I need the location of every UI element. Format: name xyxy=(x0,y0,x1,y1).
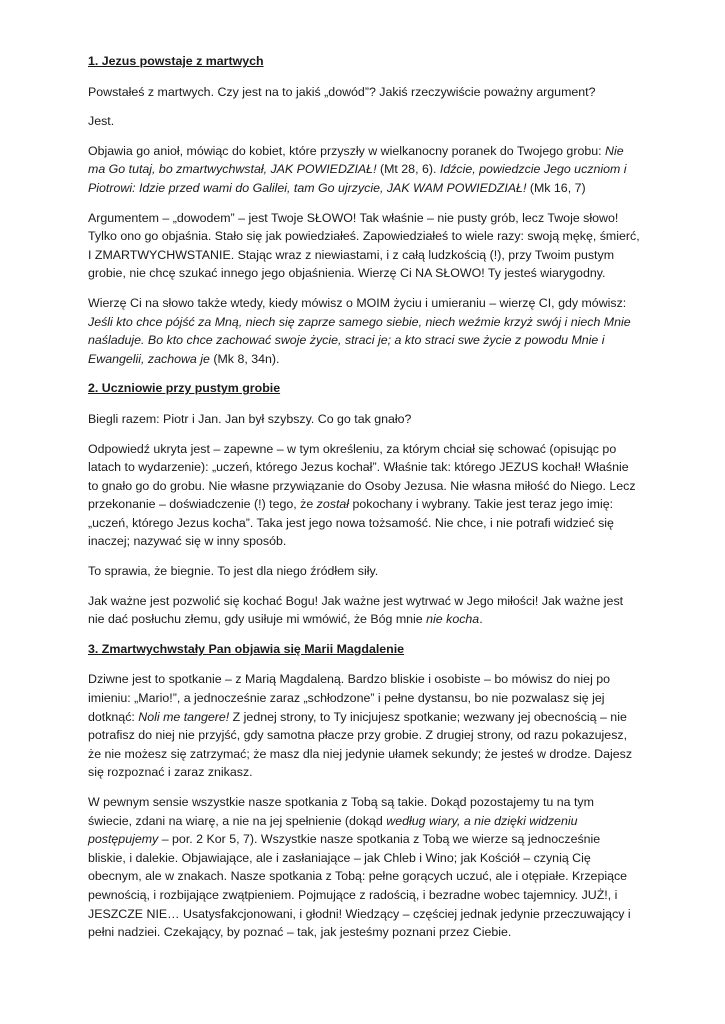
italic-text: został xyxy=(316,497,350,512)
section-heading: 1. Jezus powstaje z martwych xyxy=(88,54,264,68)
text-run: (Mk 8, 34n). xyxy=(209,351,280,366)
text-run: To sprawia, że biegnie. To jest dla niego źródłem siły. xyxy=(88,564,379,579)
italic-text: Noli me tangere! xyxy=(138,709,230,724)
text-run: Powstałeś z martwych. Czy jest na to jakiś „dowód”? Jakiś rzeczywiście poważny argument? xyxy=(88,84,596,99)
text-run: (Mt 28, 6). xyxy=(376,162,440,177)
italic-text: nie kocha xyxy=(426,612,480,627)
section-heading: 3. Zmartwychwstały Pan objawia się Marii Magdalenie xyxy=(88,641,405,656)
italic-text: według wiary, a nie dzięki widzeniu postępujemy xyxy=(88,813,578,847)
text-run: Argumentem – „dowodem” – jest Twoje SŁOWO! Tak właśnie – nie pusty grób, lecz Twoje słowo! Tylko ono go objaśnia. Stało się jak powiedziałeś. Zapowiedziałeś to wiele razy: swoją mękę, śmierć, I ZMARTWYCHWSTANIE. Stając wraz z niewiastami, i z całą ludzkością (!), przy Twoim pustym grobie, nie chcę szukać innego jego objaśnienia. Wierzę Ci NA SŁOWO! Ty jesteś wiarygodny. xyxy=(88,210,640,281)
text-run: pokochany i wybrany. Takie jest teraz jego imię: „uczeń, którego Jezus kocha”. Taka jest jego nowa tożsamość. Nie chce, i nie potrafi widzieć się inaczej; nazywać się w inny sposób. xyxy=(88,497,614,549)
text-run: Objawia go anioł, mówiąc do kobiet, które przyszły w wielkanocny poranek do Twojego grobu: xyxy=(88,143,606,158)
paragraph xyxy=(88,83,640,102)
text-run: Z jednej strony, to Ty inicjujesz spotkanie; wezwany jej obecnością – nie potrafisz do niej nie przyjść, gdy samotna płacze przy grobie. Z drugiej strony, od razu pokazujesz, że nie możesz się zatrzymać; że masz dla niej jedynie ułamek sekundy; że jesteś w drodze. Dajesz się rozpoznać i zaraz znikasz. xyxy=(88,709,633,780)
italic-text: Nie ma Go tutaj, bo zmartwychwstał, JAK POWIEDZIAŁ! xyxy=(88,143,624,177)
text-run: . xyxy=(479,612,483,627)
paragraph xyxy=(88,440,640,552)
paragraph xyxy=(88,112,640,131)
text-run: Biegli razem: Piotr i Jan. Jan był szybszy. Co go tak gnało? xyxy=(88,411,412,426)
text-run: Wierzę Ci na słowo także wtedy, kiedy mówisz o MOIM życiu i umieraniu – wierzę CI, gdy mówisz: xyxy=(88,295,627,310)
paragraph xyxy=(88,209,640,283)
text-run: Jest. xyxy=(88,114,115,129)
text-run: (Mk 16, 7) xyxy=(526,180,586,195)
text-run: – por. 2 Kor 5, 7). Wszystkie nasze spotkania z Tobą we wierze są jednocześnie bliskie, i dalekie. Objawiające, ale i zasłaniające – jak Chleb i Wino; jak Kościół – czynią Cię obecnym, ale w znakach. Nasze spotkania z Tobą: pełne gorących uczuć, ale i otępiałe. Krzepiące pewnością, i rozbijające zwątpieniem. Pojmujące z radością, i bezradne wobec tajemnicy. JUŻ!, i JESZCZE NIE… Usatysfakcjonowani, i głodni! Wiedzący – częściej jednak jedynie przeczuwający i pełni nadziei. Czekający, by poznać – tak, jak jesteśmy poznani przez Ciebie. xyxy=(88,832,631,940)
paragraph xyxy=(88,592,640,629)
paragraph xyxy=(88,670,640,782)
paragraph xyxy=(88,562,640,581)
text-run: Jak ważne jest pozwolić się kochać Bogu! Jak ważne jest wytrwać w Jego miłości! Jak ważne jest nie dać posłuchu złemu, gdy usiłuje mi wmówić, że Bóg mnie xyxy=(88,593,624,627)
italic-text: Idźcie, powiedzcie Jego uczniom i Piotrowi: Idzie przed wami do Galilei, tam Go ujrzycie, JAK WAM POWIEDZIAŁ! xyxy=(88,162,627,195)
document-page xyxy=(88,52,640,953)
paragraph xyxy=(88,294,640,368)
paragraph xyxy=(88,410,640,429)
paragraph xyxy=(88,793,640,942)
text-run: Dziwne jest to spotkanie – z Marią Magdaleną. Bardzo bliskie i osobiste – bo mówisz do niej po imieniu: „Mario!”, a jednocześnie zaraz „schłodzone” i pełne dystansu, bo nie pozwalasz się jej dotknąć: xyxy=(88,672,611,724)
section-heading: 2. Uczniowie przy pustym grobie xyxy=(88,381,281,396)
text-run: W pewnym sensie wszystkie nasze spotkania z Tobą są takie. Dokąd pozostajemy tu na tym świecie, zdani na wiarę, a nie na jej spełnienie (dokąd xyxy=(88,795,594,828)
text-run: Odpowiedź ukryta jest – zapewne – w tym określeniu, za którym chciał się schować (opisując po latach to wydarzenie): „uczeń, którego Jezus kochał”. Właśnie tak: którego JEZUS kochał! Właśnie to gnało go do grobu. Nie własne przywiązanie do Osoby Jezusa. Nie własna miłość do Niego. Lecz przekonanie – doświadczenie (!) tego, że xyxy=(88,441,636,512)
paragraph xyxy=(88,142,640,198)
italic-text: Jeśli kto chce pójść za Mną, niech się zaprze samego siebie, niech weźmie krzyż swój i niech Mnie naśladuje. Bo kto chce zachować swoje życie, straci je; a kto straci swe życie z powodu Mnie i Ewangelii, zachowa je xyxy=(88,314,631,366)
